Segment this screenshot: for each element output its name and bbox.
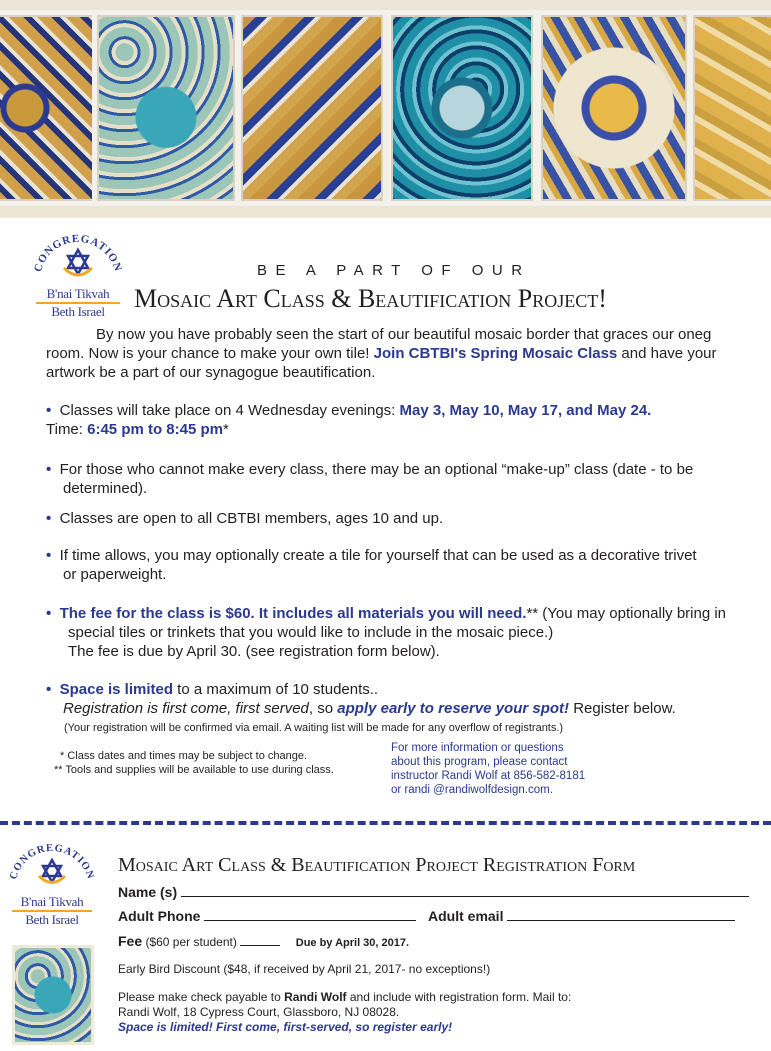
congregation-logo-form [6, 838, 98, 927]
bullet-space: • Space is limited to a maximum of 10 students.. Registration is first come, first served, so apply early to reserve your spot! Register below. [46, 681, 676, 717]
schedule-text: Classes will take place on 4 Wednesday evenings: [59, 402, 400, 419]
form-title: Mosaic Art Class & Beautification Project Registration Form [118, 854, 636, 876]
mail-instructions [118, 990, 758, 1035]
mail-address: Randi Wolf, 18 Cypress Court, Glassboro, NJ 08028. [118, 1005, 400, 1019]
bullet-schedule: • Classes will take place on 4 Wednesday evenings: May 3, May 10, May 17, and May 24. Time: 6:45 pm to 8:45 pm* [46, 402, 652, 438]
apply-early: apply early to reserve your spot! [337, 700, 570, 717]
space-text: to a maximum of 10 students.. [173, 681, 379, 698]
logo-name-line1: B'nai Tikvah [20, 894, 84, 909]
mosaic-banner [0, 0, 771, 218]
logo-arc-text: CONGREGATION [31, 232, 125, 274]
intro-highlight: Join CBTBI's Spring Mosaic Class [373, 345, 618, 362]
intro-paragraph [46, 325, 736, 382]
contact-info [391, 741, 585, 797]
logo-name-line1: B'nai Tikvah [46, 286, 110, 301]
bullet-eligibility: • Classes are open to all CBTBI members, ages 10 and up. [46, 510, 444, 527]
bullet-makeup: • For those who cannot make every class, there may be an optional “make-up” class (date - to be determined). [46, 461, 694, 497]
closing-note: Space is limited! First come, first-served, so register early! [118, 1020, 453, 1034]
phone-field[interactable] [204, 920, 416, 921]
mosaic-tile [536, 10, 692, 206]
registration-so: , so [308, 700, 338, 717]
phone-label: Adult Phone [118, 908, 201, 924]
fee-due-date: Due by April 30, 2017. [295, 937, 410, 949]
fee-due: The fee is due by April 30. (see registration form below). [68, 643, 440, 660]
schedule-time: 6:45 pm to 8:45 pm [87, 421, 223, 438]
mosaic-tile [688, 10, 771, 206]
contact-row [118, 908, 735, 924]
check-text-end: and include with registration form. Mail to: [346, 990, 572, 1004]
fee-detail: ($60 per student) [142, 935, 241, 949]
makeup-text: For those who cannot make every class, there may be an optional “make-up” class (date - to be determined). [59, 461, 694, 497]
header-kicker: BE A PART OF OUR [257, 262, 531, 279]
email-field[interactable] [507, 920, 735, 921]
intro-text-end: and have your artwork be a part of our synagogue beautification. [46, 345, 717, 381]
check-payee: Randi Wolf [284, 990, 347, 1004]
fee-row [118, 933, 409, 949]
fee-text: ** (You may optionally bring in special tiles or trinkets that you would like to include in the mosaic piece.) [68, 605, 727, 641]
logo-emblem-icon [6, 838, 98, 890]
fee-field[interactable] [240, 945, 280, 946]
bullet-trivet: • If time allows, you may optionally create a tile for yourself that can be used as a decorative trivet or paperweight. [46, 547, 697, 583]
logo-emblem-icon [30, 228, 126, 282]
mosaic-tile [386, 10, 538, 206]
name-label: Name (s) [118, 884, 178, 900]
time-asterisk: * [223, 421, 229, 438]
mosaic-tile [92, 10, 240, 206]
name-field[interactable] [181, 896, 749, 897]
schedule-dates: May 3, May 10, May 17, and May 24. [399, 402, 652, 419]
fee-label: Fee [118, 933, 143, 949]
eligibility-text: Classes are open to all CBTBI members, ages 10 and up. [59, 510, 444, 527]
register-below: Register below. [569, 700, 676, 717]
cut-line-divider [0, 821, 771, 825]
contact-email[interactable]: or randi @randiwolfdesign.com. [391, 784, 553, 796]
mosaic-tile [0, 10, 100, 206]
early-bird: Early Bird Discount ($48, if received by April 21, 2017- no exceptions!) [118, 962, 491, 976]
fee-highlight: The fee for the class is $60. It includes all materials you will need. [59, 605, 527, 622]
logo-name-line2: Beth Israel [25, 912, 79, 927]
name-row [118, 884, 749, 900]
contact-line: For more information or questions [391, 742, 564, 754]
time-label: Time: [46, 421, 88, 438]
registration-note: (Your registration will be confirmed via email. A waiting list will be made for any overflow of registrants.) [64, 722, 564, 734]
logo-arc-text: CONGREGATION [8, 842, 96, 881]
email-label: Adult email [428, 908, 504, 924]
registration-italic: Registration is first come, first served [63, 700, 309, 717]
page-title: Mosaic Art Class & Beautification Project! [134, 284, 607, 313]
mosaic-thumbnail [12, 945, 94, 1045]
check-text: Please make check payable to [118, 990, 285, 1004]
mosaic-tile [236, 10, 388, 206]
contact-line: instructor Randi Wolf at 856-582-8181 [391, 770, 586, 782]
congregation-logo [30, 228, 126, 319]
contact-line: about this program, please contact [391, 756, 568, 768]
bullet-fee: • The fee for the class is $60. It includes all materials you will need.** (You may optionally bring in special tiles or trinkets that you would like to include in the mosaic piece.) The fee is due by April 30. (see registration form below). [46, 605, 727, 660]
space-highlight: Space is limited [59, 681, 173, 698]
trivet-text: If time allows, you may optionally create a tile for yourself that can be used as a decorative trivet or paperweight. [59, 547, 697, 583]
logo-name-line2: Beth Israel [51, 304, 105, 319]
intro-text: By now you have probably seen the start of our beautiful mosaic border that graces our oneg room. Now is your chance to make your own tile! [46, 326, 712, 362]
footnote-dates: * Class dates and times may be subject to change. [60, 750, 308, 762]
footnote-tools: ** Tools and supplies will be available to use during class. [54, 764, 334, 776]
